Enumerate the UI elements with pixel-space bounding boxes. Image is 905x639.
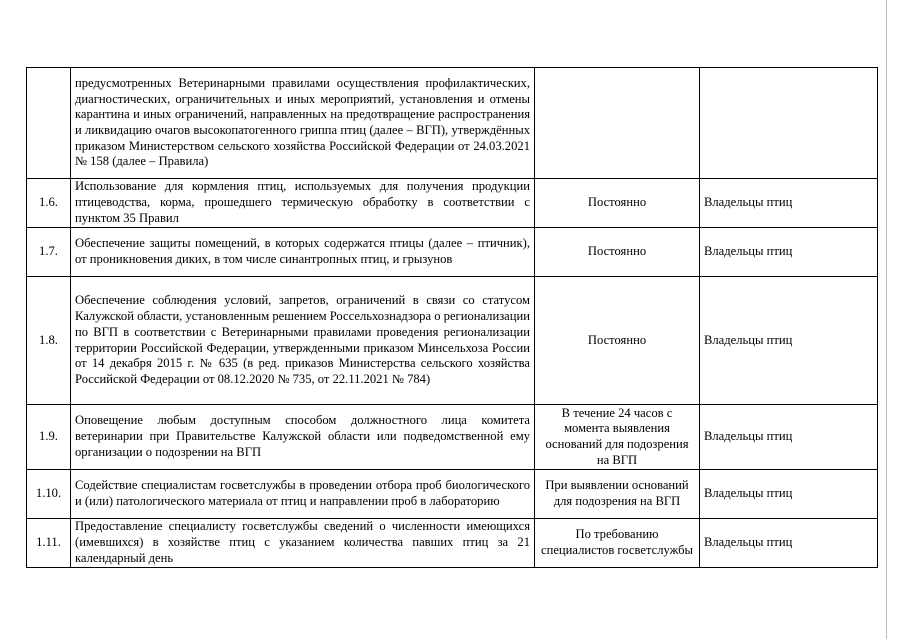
measure-responsible bbox=[700, 68, 878, 179]
measure-description: Использование для кормления птиц, используемых для получения продукции птицеводства, корма, прошедшего термическую обработку в соответствии с пунктом 35 Правил bbox=[71, 179, 535, 228]
measure-term: При выявлении оснований для подозрения на ВГП bbox=[535, 470, 700, 519]
row-number bbox=[27, 68, 71, 179]
measure-responsible: Владельцы птиц bbox=[700, 470, 878, 519]
measure-responsible: Владельцы птиц bbox=[700, 277, 878, 405]
measure-responsible: Владельцы птиц bbox=[700, 179, 878, 228]
measure-description: Содействие специалистам госветслужбы в проведении отбора проб биологического и (или) патологического материала от птиц и направлении проб в лабораторию bbox=[71, 470, 535, 519]
table-row bbox=[27, 277, 878, 405]
measure-description: Предоставление специалисту госветслужбы сведений о численности имеющихся (имевшихся) в хозяйстве птиц с указанием количества павших птиц за 21 календарный день bbox=[71, 519, 535, 568]
measure-responsible: Владельцы птиц bbox=[700, 519, 878, 568]
measure-term: В течение 24 часов с момента выявления оснований для подозрения на ВГП bbox=[535, 405, 700, 470]
measures-table bbox=[26, 67, 878, 568]
measure-description: предусмотренных Ветеринарными правилами осуществления профилактических, диагностических, ограничительных и иных мероприятий, установления и отмены карантина и иных ограничений, направленных на предотвращение распространения и ликвидацию очагов высокопатогенного гриппа птиц (далее – ВГП), утверждённых приказом Министерством сельского хозяйства Российской Федерации от 24.03.2021 № 158 (далее – Правила) bbox=[71, 68, 535, 179]
measure-description: Оповещение любым доступным способом должностного лица комитета ветеринарии при Правительстве Калужской области или подведомственной ему организации о подозрении на ВГП bbox=[71, 405, 535, 470]
measure-responsible: Владельцы птиц bbox=[700, 405, 878, 470]
table-row bbox=[27, 405, 878, 470]
row-number: 1.10. bbox=[27, 470, 71, 519]
row-number: 1.8. bbox=[27, 277, 71, 405]
table-row bbox=[27, 68, 878, 179]
table-row bbox=[27, 470, 878, 519]
measure-term: Постоянно bbox=[535, 228, 700, 277]
row-number: 1.9. bbox=[27, 405, 71, 470]
measure-responsible: Владельцы птиц bbox=[700, 228, 878, 277]
measure-term: По требованию специалистов госветслужбы bbox=[535, 519, 700, 568]
row-number: 1.6. bbox=[27, 179, 71, 228]
row-number: 1.11. bbox=[27, 519, 71, 568]
table-row bbox=[27, 228, 878, 277]
measure-term bbox=[535, 68, 700, 179]
measure-term: Постоянно bbox=[535, 277, 700, 405]
measure-description: Обеспечение соблюдения условий, запретов, ограничений в связи со статусом Калужской области, установленным решением Россельхознадзора о регионализации по ВГП в соответствии с Ветеринарными правилами проведения регионализации территории Российской Федерации, утвержденными приказом Минсельхоза России от 14 декабря 2015 г. № 635 (в ред. приказов Министерства сельского хозяйства Российской Федерации от 08.12.2020 № 735, от 22.11.2021 № 784) bbox=[71, 277, 535, 405]
measure-term: Постоянно bbox=[535, 179, 700, 228]
page-edge-line bbox=[886, 0, 887, 639]
measure-description: Обеспечение защиты помещений, в которых содержатся птицы (далее – птичник), от проникновения диких, в том числе синантропных птиц, и грызунов bbox=[71, 228, 535, 277]
row-number: 1.7. bbox=[27, 228, 71, 277]
table-row bbox=[27, 519, 878, 568]
table-row bbox=[27, 179, 878, 228]
